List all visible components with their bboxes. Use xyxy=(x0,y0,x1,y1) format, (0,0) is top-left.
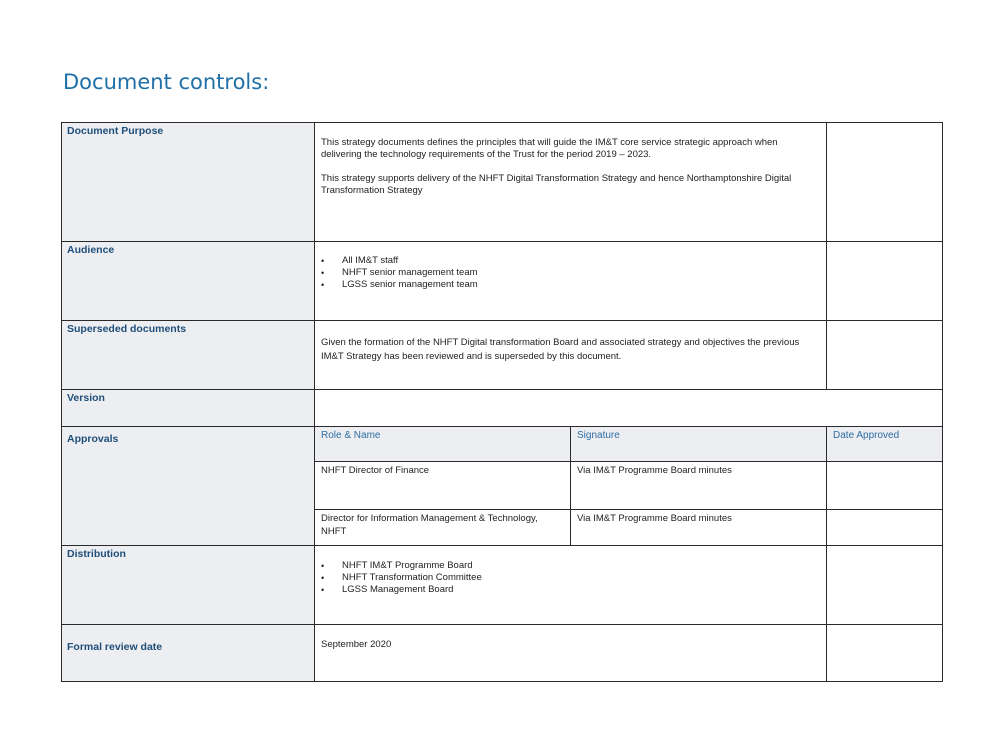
approvals-header-signature: Signature xyxy=(577,430,620,441)
approval-signature-cell xyxy=(571,462,827,510)
superseded-text: Given the formation of the NHFT Digital transformation Board and associated strategy and objectives the previous IM&T Strategy has been reviewed and is superseded by this document. xyxy=(321,337,800,362)
approval-signature: Via IM&T Programme Board minutes xyxy=(577,513,732,524)
document-controls-table xyxy=(61,122,943,682)
review-date: September 2020 xyxy=(321,639,392,650)
list-item: • NHFT Transformation Committee xyxy=(321,572,826,584)
approvals-header-row xyxy=(62,427,943,462)
distribution-list xyxy=(315,546,826,596)
purpose-paragraph: This strategy supports delivery of the NHFT Digital Transformation Strategy and hence Northamptonshire Digital Transformation Strategy xyxy=(321,173,792,196)
approvals-header-date: Date Approved xyxy=(833,430,900,441)
list-item: • LGSS senior management team xyxy=(321,279,826,291)
purpose-content xyxy=(315,123,827,242)
approval-role: NHFT Director of Finance xyxy=(321,465,430,476)
approval-date xyxy=(827,462,943,510)
purpose-paragraph: This strategy documents defines the principles that will guide the IM&T core service strategic approach when delivering the technology requirements of the Trust for the period 2019 – 2023. xyxy=(321,137,778,160)
approvals-header-role-cell xyxy=(315,427,571,462)
review-row xyxy=(62,625,943,682)
review-extra-cell xyxy=(827,625,943,682)
page-title: Document controls: xyxy=(63,70,270,94)
list-item: • All IM&T staff xyxy=(321,255,826,267)
superseded-label: Superseded documents xyxy=(67,323,187,335)
distribution-row xyxy=(62,546,943,625)
audience-label: Audience xyxy=(67,244,115,256)
purpose-extra-cell xyxy=(827,123,943,242)
review-label: Formal review date xyxy=(67,641,163,653)
approval-role-cell xyxy=(315,510,571,546)
review-label-cell xyxy=(62,625,315,682)
superseded-content xyxy=(315,321,827,390)
superseded-row xyxy=(62,321,943,390)
audience-content xyxy=(315,242,827,321)
version-label-cell xyxy=(62,390,315,427)
approvals-label-cell xyxy=(62,427,315,546)
superseded-label-cell xyxy=(62,321,315,390)
approvals-header-date-cell xyxy=(827,427,943,462)
distribution-label: Distribution xyxy=(67,548,126,560)
audience-row xyxy=(62,242,943,321)
approvals-header-signature-cell xyxy=(571,427,827,462)
approval-signature: Via IM&T Programme Board minutes xyxy=(577,465,732,476)
distribution-label-cell xyxy=(62,546,315,625)
distribution-extra-cell xyxy=(827,546,943,625)
approvals-header-role: Role & Name xyxy=(321,430,381,441)
version-value xyxy=(315,390,943,427)
distribution-content xyxy=(315,546,827,625)
list-item: • LGSS Management Board xyxy=(321,584,826,596)
purpose-label: Document Purpose xyxy=(67,125,164,137)
list-item: • NHFT senior management team xyxy=(321,267,826,279)
approval-signature-cell xyxy=(571,510,827,546)
audience-label-cell xyxy=(62,242,315,321)
approvals-label: Approvals xyxy=(67,433,119,445)
approval-role: Director for Information Management & Technology, NHFT xyxy=(321,513,538,537)
approval-date xyxy=(827,510,943,546)
superseded-extra-cell xyxy=(827,321,943,390)
version-label: Version xyxy=(67,392,105,404)
list-item: • NHFT IM&T Programme Board xyxy=(321,560,826,572)
audience-list xyxy=(315,242,826,291)
audience-extra-cell xyxy=(827,242,943,321)
purpose-label-cell xyxy=(62,123,315,242)
review-content xyxy=(315,625,827,682)
approval-role-cell xyxy=(315,462,571,510)
version-row xyxy=(62,390,943,427)
purpose-row xyxy=(62,123,943,242)
